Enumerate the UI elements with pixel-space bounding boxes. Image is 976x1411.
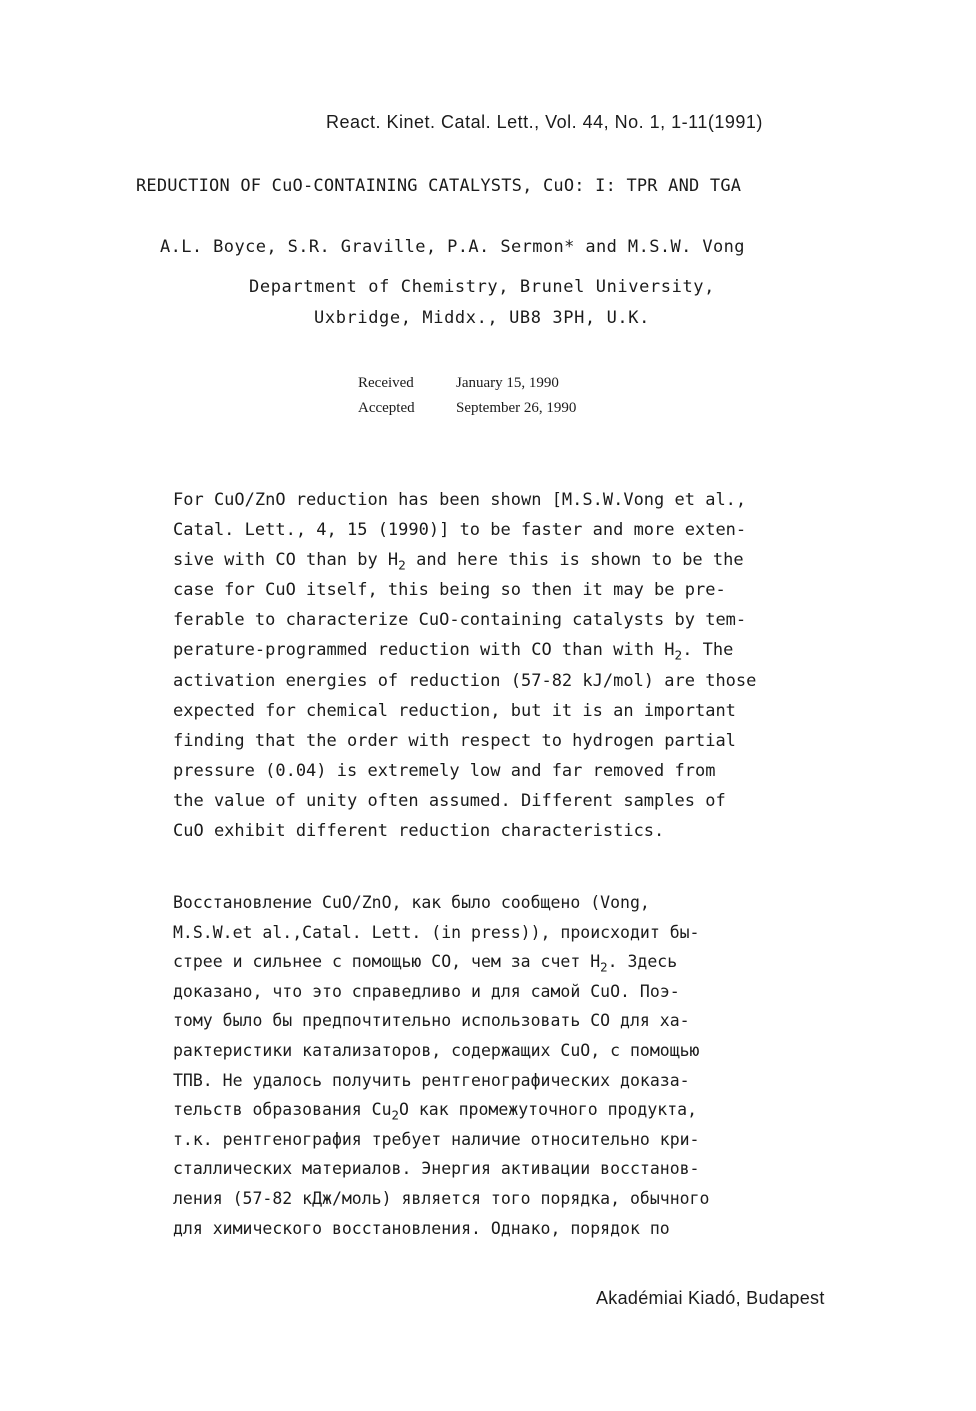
abstract-en-line: finding that the order with respect to hydrogen partial — [173, 730, 736, 751]
abstract-en-text: sive with CO than by H — [173, 550, 399, 571]
abstract-ru-line: M.S.W.et al.,Catal. Lett. (in press)), происходит бы- — [173, 922, 700, 942]
abstract-ru-line: доказано, что это справедливо и для самой CuO. Поэ- — [173, 981, 680, 1001]
abstract-en-line: pressure (0.04) is extremely low and far removed from — [173, 760, 716, 781]
abstract-ru-line: рактеристики катализаторов, содержащих CuO, с помощью — [173, 1040, 700, 1060]
abstract-ru-text: . Здесь — [607, 952, 678, 972]
abstract-en-text: perature-programmed reduction with CO than with H — [173, 640, 675, 661]
abstract-en-line: the value of unity often assumed. Different samples of — [173, 790, 726, 811]
abstract-ru-line: сталлических материалов. Энергия активации восстанов- — [173, 1159, 700, 1179]
abstract-ru-line: ления (57-82 кДж/моль) является того порядка, обычного — [173, 1188, 710, 1208]
abstract-en-text: . The — [682, 640, 734, 661]
received-label: Received — [358, 375, 414, 391]
abstract-en-line: ferable to characterize CuO-containing catalysts by tem- — [173, 610, 747, 631]
abstract-en-text: and here this is shown to be the — [405, 550, 744, 571]
abstract-en-line: expected for chemical reduction, but it is an important — [173, 700, 736, 721]
abstract-en-line: CuO exhibit different reduction characteristics. — [173, 821, 665, 842]
subscript: 2 — [391, 1108, 399, 1123]
affiliation-line-2: Uxbridge, Middx., UB8 3PH, U.K. — [314, 308, 650, 328]
journal-citation: React. Kinet. Catal. Lett., Vol. 44, No. 1, 1-11(1991) — [326, 112, 763, 132]
abstract-ru-line — [173, 947, 823, 977]
subscript: 2 — [674, 648, 683, 664]
abstract-en-line: case for CuO itself, this being so then it may be pre- — [173, 580, 726, 601]
abstract-ru-text: стрее и сильнее с помощью CO, чем за счет H — [173, 952, 601, 972]
abstract-ru-line: тому было бы предпочтительно использовать CO для ха- — [173, 1011, 690, 1031]
abstract-en-line: For CuO/ZnO reduction has been shown [M.S.W.Vong et al., — [173, 490, 747, 510]
abstract-en-line: activation energies of reduction (57-82 kJ/mol) are those — [173, 670, 757, 691]
accepted-label: Accepted — [358, 400, 415, 416]
received-row — [358, 371, 576, 396]
abstract-ru-line — [173, 1095, 823, 1125]
accepted-date: September 26, 1990 — [456, 400, 577, 416]
article-title: REDUCTION OF CuO-CONTAINING CATALYSTS, CuO: I: TPR AND TGA — [136, 176, 742, 196]
author-list: A.L. Boyce, S.R. Graville, P.A. Sermon* and M.S.W. Vong — [160, 237, 745, 257]
affiliation-line-1: Department of Chemistry, Brunel University, — [249, 277, 715, 297]
abstract-ru-line: Восстановление CuO/ZnO, как было сообщено (Vong, — [173, 893, 650, 912]
subscript: 2 — [600, 960, 608, 975]
received-date: January 15, 1990 — [456, 375, 559, 391]
abstract-en-line — [173, 635, 843, 665]
abstract-ru-text: тельств образования Cu — [173, 1100, 392, 1120]
abstract-english — [173, 485, 843, 846]
publisher-imprint: Akadémiai Kiadó, Budapest — [596, 1288, 825, 1308]
abstract-ru-line: для химического восстановления. Однако, порядок по — [173, 1218, 670, 1238]
submission-dates — [358, 371, 576, 421]
accepted-row — [358, 396, 576, 421]
abstract-en-line — [173, 545, 843, 575]
abstract-ru-text: O как промежуточного продукта, — [399, 1100, 698, 1120]
abstract-russian — [173, 888, 823, 1243]
subscript: 2 — [398, 558, 406, 574]
abstract-ru-line: ТПВ. Не удалось получить рентгенографических доказа- — [173, 1070, 690, 1090]
abstract-en-line: Catal. Lett., 4, 15 (1990)] to be faster and more exten- — [173, 520, 747, 541]
abstract-ru-line: т.к. рентгенография требует наличие относительно кри- — [173, 1129, 700, 1149]
